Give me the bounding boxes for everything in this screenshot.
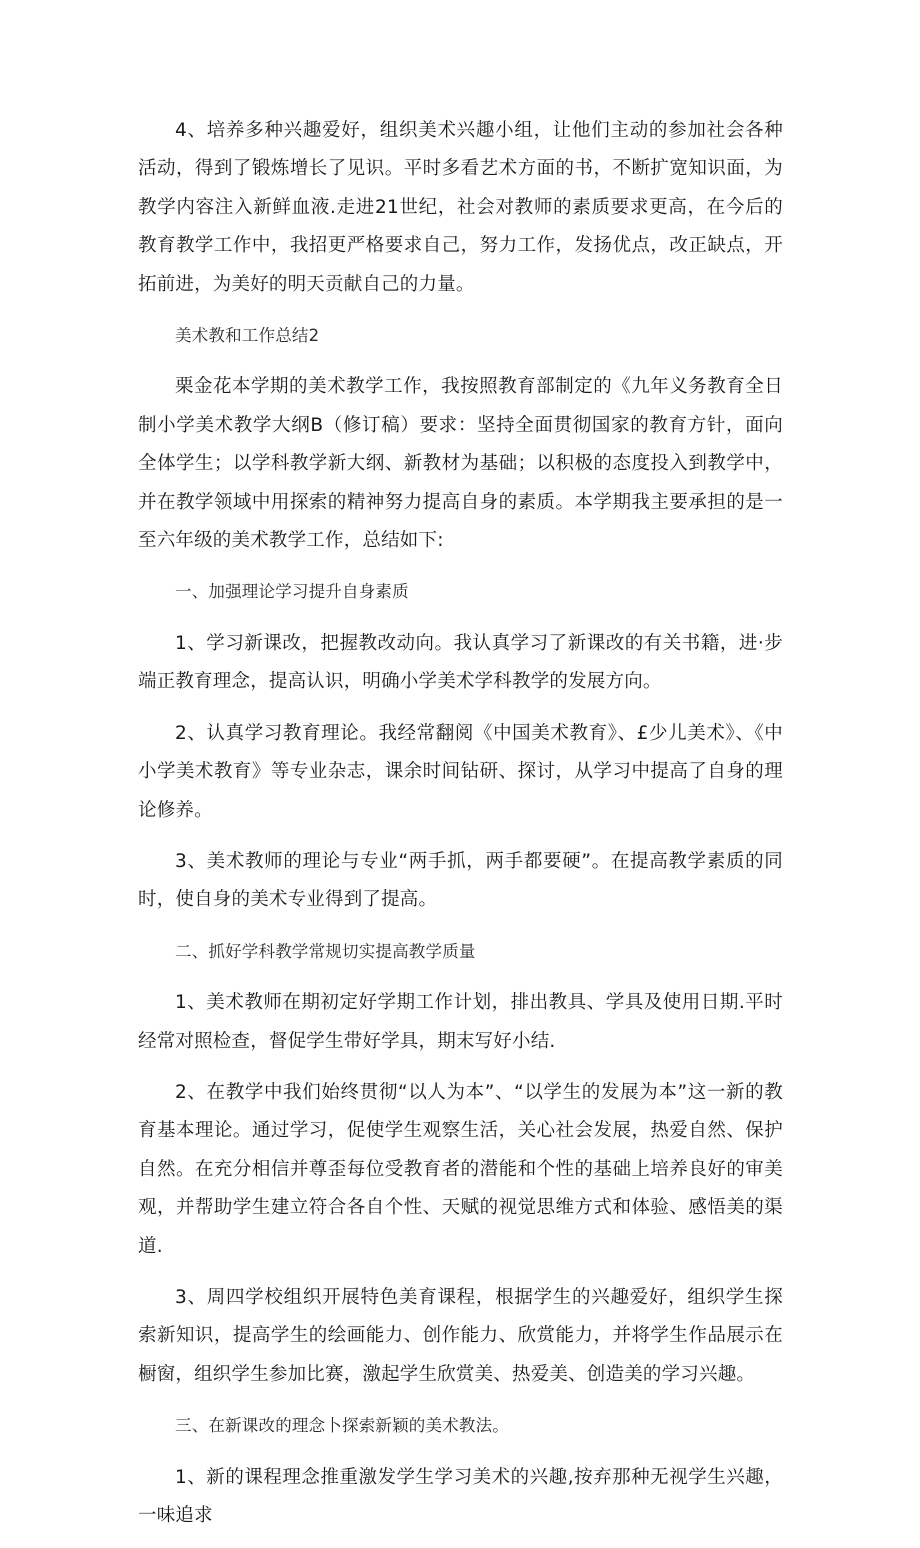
- section-title-summary-2: 美术教和工作总结2: [175, 326, 320, 346]
- paragraph-routine-1: 1、美术教师在期初定好学期工作计划，排出教具、学具及使用日期.平时经常对照检查，督促学生带好学具，期末写好小结.: [138, 992, 783, 1052]
- section-heading-teaching-routine: 二、抓好学科教学常规切实提高教学质量: [175, 941, 476, 961]
- paragraph-hobby-groups: 4、培养多种兴趣爱好，组织美术兴趣小组，让他们主动的参加社会各种活动，得到了锻炼增长了见识。平时多看艺术方面的书，不断扩宽知识面，为教学内容注入新鲜血液.走进21世纪，社会对教师的素质要求更高，在今后的教育教学工作中，我招更严格要求自己，努力工作，发扬优点，改正缺点，开拓前进，为美好的明天贡献自己的力量。: [138, 120, 783, 295]
- section-heading-new-methods: 三、在新课改的理念卜探索新颖的美术教法。: [175, 1416, 509, 1436]
- paragraph-intro: 栗金花本学期的美术教学工作，我按照教育部制定的《九年义务教育全日制小学美术教学大纲B（修订稿）要求：坚持全面贯彻国家的教育方针，面向全体学生；以学科教学新大纲、新教材为基础；以积极的态度投入到教学中，并在教学领域中用探索的精神努力提高自身的素质。本学期我主要承担的是一至六年级的美术教学工作，总结如下:: [138, 376, 783, 552]
- paragraph-theory-1: 1、学习新课改，把握教改动向。我认真学习了新课改的有关书籍，进·步端正教育理念，提高认识，明确小学美术学科教学的发展方向。: [138, 632, 783, 693]
- section-heading-theory: 一、加强理论学习提升自身素质: [175, 582, 409, 602]
- paragraph-theory-3: 3、美术教师的理论与专业“两手抓，两手都要硬”。在提高教学素质的同时，使自身的美术专业得到了提高。: [138, 850, 783, 911]
- paragraph-methods-1: 1、新的课程理念推重激发学生学习美术的兴趣,按弃那种无视学生兴趣，一味追求: [138, 1466, 783, 1526]
- document-body: [138, 112, 783, 1548]
- paragraph-routine-3: 3、周四学校组织开展特色美育课程，根据学生的兴趣爱好，组织学生探索新知识，提高学生的绘画能力、创作能力、欣赏能力，并将学生作品展示在橱窗，组织学生参加比赛，激起学生欣赏美、热爱美、创造美的学习兴趣。: [138, 1286, 783, 1385]
- paragraph-theory-2: 2、认真学习教育理论。我经常翻阅《中国美术教育》、£少儿美术》、《中小学美术教育》等专业杂志，课余时间钻研、探讨，从学习中提高了自身的理论修养。: [138, 722, 783, 821]
- paragraph-routine-2: 2、在教学中我们始终贯彻“以人为本”、“以学生的发展为本”这一新的教育基本理论。通过学习，促使学生观察生活，关心社会发展，热爱自然、保护自然。在充分相信并尊歪每位受教育者的潜能和个性的基础上培养良好的审美观，并帮助学生建立符合各自个性、天赋的视觉思维方式和体验、感悟美的渠道.: [138, 1081, 783, 1257]
